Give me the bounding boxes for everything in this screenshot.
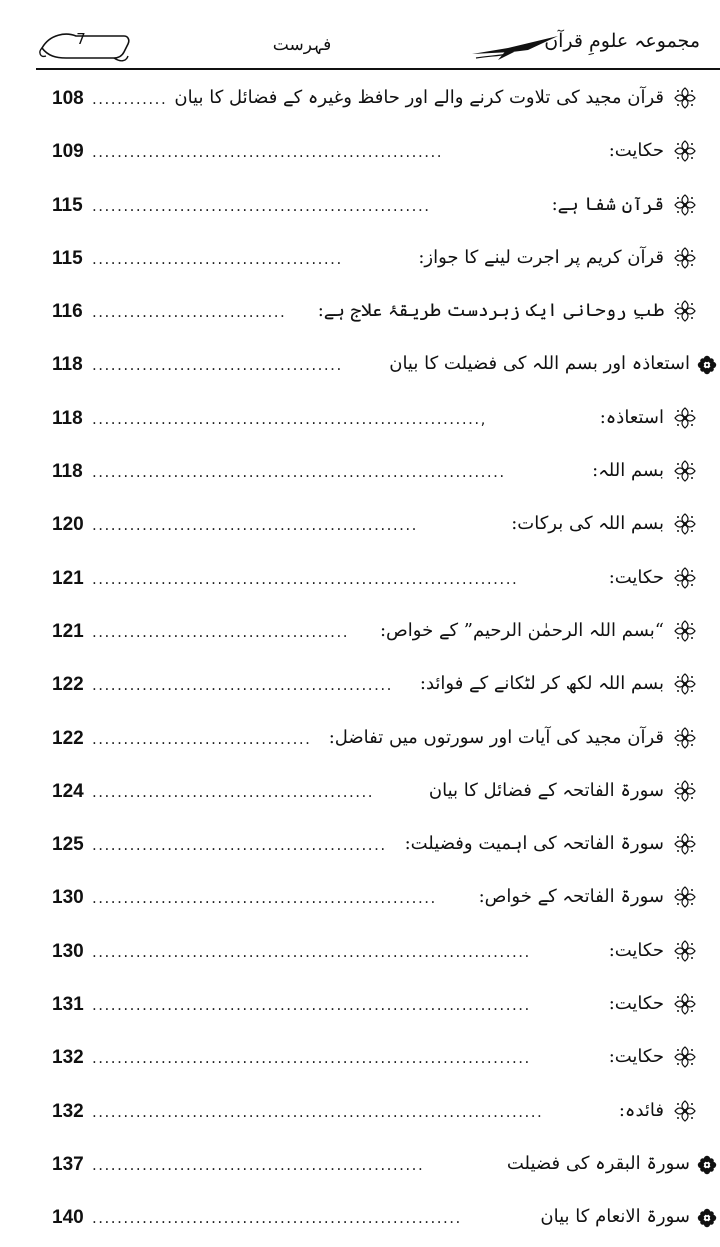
ornament-bullet-icon: [672, 671, 698, 697]
toc-entry-title: حکایت:: [605, 564, 664, 592]
ornament-bullet-icon: [672, 991, 698, 1017]
toc-entry-title: قرآن کریم پر اجرت لینے کا جواز:: [414, 244, 664, 272]
toc-entry[interactable]: [0, 234, 720, 287]
toc-entry[interactable]: [0, 500, 720, 553]
toc-page-number: 124: [52, 780, 84, 802]
toc-entry-title: حکایت:: [605, 137, 664, 165]
toc-entry[interactable]: [0, 980, 720, 1033]
toc-page-number: 118: [52, 354, 83, 376]
toc-entry-title: سورۃ البقرہ کی فضیلت: [503, 1150, 690, 1178]
toc-entry[interactable]: [0, 660, 720, 713]
ornament-bullet-icon: [672, 245, 698, 271]
toc-page-number: 137: [52, 1153, 84, 1175]
toc-entry[interactable]: [0, 820, 720, 873]
flower-bullet-icon: [696, 1154, 718, 1176]
toc-entry[interactable]: [0, 873, 720, 926]
flower-bullet-icon: [696, 354, 718, 376]
page-number: 7: [76, 30, 86, 48]
toc-entry[interactable]: [0, 927, 720, 980]
toc-entry-title: قرآن مجید کی تلاوت کرنے والے اور حافظ وغیرہ کے فضائل کا بیان: [170, 84, 664, 112]
section-title: فہرست: [272, 35, 332, 55]
ornament-bullet-icon: [672, 618, 698, 644]
toc-page-number: 122: [52, 674, 84, 696]
toc-entry[interactable]: [0, 1140, 720, 1193]
toc-leader-dots: ......................................................................: [92, 942, 531, 961]
toc-leader-dots: .......................................................: [92, 889, 437, 908]
toc-entry[interactable]: [0, 1033, 720, 1086]
ornament-bullet-icon: [672, 405, 698, 431]
ornament-bullet-icon: [672, 458, 698, 484]
ornament-bullet-icon: [672, 192, 698, 218]
toc-leader-dots: ...............................: [92, 303, 287, 322]
toc-entry-title: طبِ روحانی ایک زبردست طریقۂ علاج ہے:: [314, 297, 664, 325]
toc-entry[interactable]: [0, 554, 720, 607]
toc-leader-dots: ...............................................: [92, 836, 387, 855]
toc-entry[interactable]: [0, 181, 720, 234]
toc-entry[interactable]: [0, 607, 720, 660]
toc-entry-title: حکایت:: [605, 937, 664, 965]
toc-entry-title: بسم اللہ لکھ کر لٹکانے کے فوائد:: [416, 670, 664, 698]
toc-entry[interactable]: [0, 340, 720, 393]
toc-leader-dots: ......................................................: [92, 196, 431, 215]
ornament-bullet-icon: [672, 884, 698, 910]
toc-page-number: 132: [52, 1100, 84, 1122]
toc-page-number: 109: [52, 141, 84, 163]
flower-bullet-icon: [696, 1207, 718, 1229]
toc-leader-dots: ....................................................................: [92, 569, 519, 588]
toc-entry-title: حکایت:: [605, 1043, 664, 1071]
toc-entry-title: سورۃ الفاتحہ کے فضائل کا بیان: [425, 777, 664, 805]
toc-page-number: 116: [52, 301, 83, 323]
toc-leader-dots: ........................................: [92, 356, 343, 375]
toc-leader-dots: ...........................................................: [92, 1209, 462, 1228]
toc-leader-dots: .............................................: [92, 782, 375, 801]
toc-page-number: 120: [52, 514, 84, 536]
toc-entry-title: “بسم اللہ الرحمٰن الرحیم” کے خواص:: [376, 617, 664, 645]
ornament-bullet-icon: [672, 1098, 698, 1124]
toc-leader-dots: .....................................................: [92, 1155, 425, 1174]
toc-page-number: 118: [52, 461, 83, 483]
toc-page-number: 132: [52, 1047, 84, 1069]
toc-leader-dots: ......................................................................: [92, 1049, 531, 1068]
toc-page-number: 130: [52, 940, 84, 962]
toc-page-number: 140: [52, 1207, 84, 1229]
toc-page-number: 122: [52, 727, 84, 749]
ornament-bullet-icon: [672, 85, 698, 111]
book-title: مجموعہ علومِ قرآن: [544, 30, 700, 52]
toc-page-number: 121: [52, 567, 84, 589]
toc-entry[interactable]: [0, 714, 720, 767]
toc-leader-dots: ....................................................: [92, 516, 418, 535]
toc-leader-dots: ............: [92, 90, 168, 108]
toc-entry[interactable]: [0, 127, 720, 180]
toc-entry-title: قرآن مجید کی آیات اور سورتوں میں تفاضل:: [325, 724, 664, 752]
toc-page-number: 131: [52, 994, 84, 1016]
toc-leader-dots: ..................................................................: [92, 463, 506, 482]
toc-entry-title: بسم اللہ کی برکات:: [507, 510, 664, 538]
toc-entry-title: بسم اللہ:: [588, 457, 664, 485]
toc-leader-dots: ..............................................................,: [92, 409, 487, 428]
toc-leader-dots: ........................................................................: [92, 1102, 544, 1121]
table-of-contents: [0, 74, 720, 1247]
toc-page-number: 118: [52, 407, 83, 429]
toc-leader-dots: ........................................: [92, 249, 343, 268]
toc-page-number: 125: [52, 834, 84, 856]
toc-leader-dots: ........................................................: [92, 143, 444, 162]
toc-page-number: 121: [52, 620, 84, 642]
ornament-bullet-icon: [672, 138, 698, 164]
toc-leader-dots: .........................................: [92, 622, 349, 641]
toc-page-number: 130: [52, 887, 84, 909]
toc-entry-title: فائدہ:: [615, 1097, 664, 1125]
page-header: [0, 0, 720, 80]
toc-entry[interactable]: [0, 287, 720, 340]
header-rule: [36, 68, 720, 70]
toc-page-number: 108: [52, 88, 84, 109]
toc-entry-title: حکایت:: [605, 990, 664, 1018]
ornament-bullet-icon: [672, 511, 698, 537]
toc-leader-dots: ................................................: [92, 676, 393, 695]
toc-entry-title: استعاذہ:: [596, 404, 664, 432]
ornament-bullet-icon: [672, 938, 698, 964]
toc-entry[interactable]: [0, 1193, 720, 1246]
ornament-bullet-icon: [672, 778, 698, 804]
ornament-bullet-icon: [672, 298, 698, 324]
toc-page-number: 115: [52, 194, 83, 216]
toc-entry[interactable]: [0, 1087, 720, 1140]
ornament-bullet-icon: [672, 565, 698, 591]
toc-entry-title: سورۃ الفاتحہ کی اہمیت وفضیلت:: [401, 830, 664, 858]
toc-entry-title: سورۃ الانعام کا بیان: [536, 1203, 690, 1231]
ornament-bullet-icon: [672, 725, 698, 751]
toc-entry-title: سورۃ الفاتحہ کے خواص:: [475, 883, 664, 911]
toc-entry[interactable]: [0, 74, 720, 127]
ornament-bullet-icon: [672, 1044, 698, 1070]
toc-page-number: 115: [52, 247, 83, 269]
toc-entry-title: قرآن شفا ہے:: [548, 191, 664, 219]
toc-entry[interactable]: [0, 447, 720, 500]
toc-entry-title: استعاذہ اور بسم اللہ کی فضیلت کا بیان: [385, 350, 690, 378]
ornament-bullet-icon: [672, 831, 698, 857]
toc-entry[interactable]: [0, 767, 720, 820]
toc-leader-dots: ......................................................................: [92, 996, 531, 1015]
toc-entry[interactable]: [0, 394, 720, 447]
toc-leader-dots: ...................................: [92, 729, 312, 748]
